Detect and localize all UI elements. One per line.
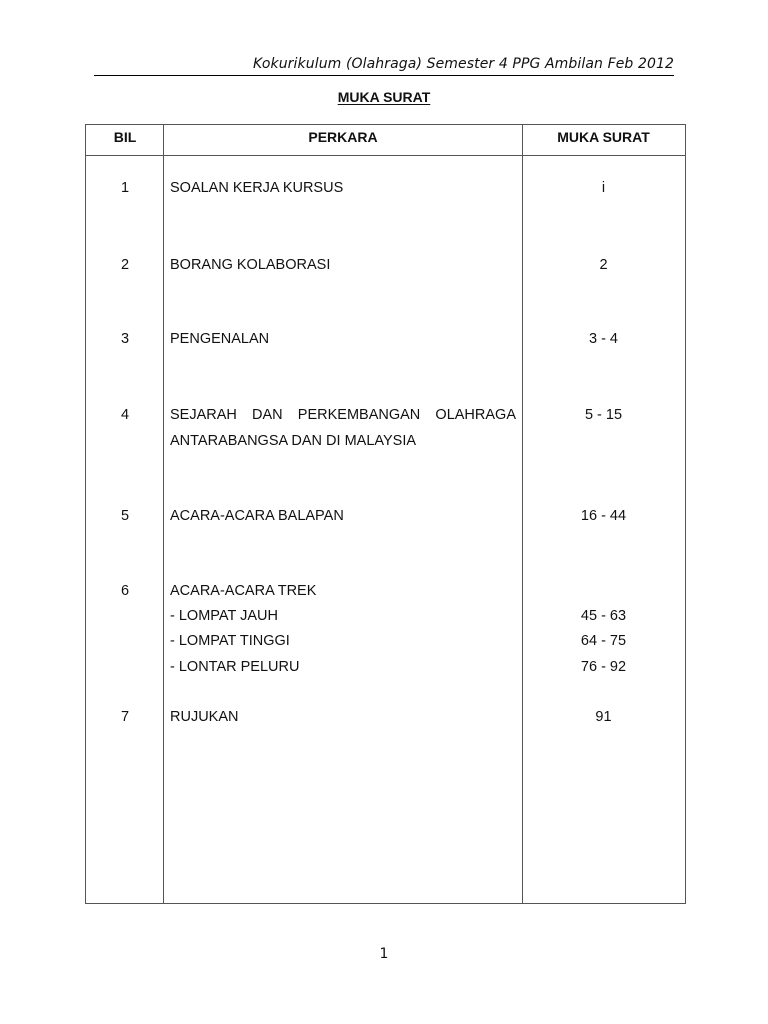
row-item: RUJUKAN <box>170 709 239 725</box>
row-sub-page: 76 - 92 <box>580 659 627 675</box>
header-rule <box>94 75 674 76</box>
row-item: SEJARAH DAN PERKEMBANGAN OLAHRAGA <box>170 407 516 423</box>
row-item: ACARA-ACARA BALAPAN <box>170 508 344 524</box>
row-item: BORANG KOLABORASI <box>170 257 331 273</box>
row-page: 2 <box>599 257 608 273</box>
row-item: SOALAN KERJA KURSUS <box>170 180 344 196</box>
header-divider <box>86 155 685 156</box>
row-sub-page: 64 - 75 <box>580 633 627 649</box>
row-number: 7 <box>120 709 130 725</box>
page-title: MUKA SURAT <box>337 89 431 105</box>
row-sub-item: - LOMPAT TINGGI <box>170 633 290 649</box>
row-sub-item: - LONTAR PELURU <box>170 659 300 675</box>
row-page: 16 - 44 <box>580 508 627 524</box>
row-number: 6 <box>120 583 130 599</box>
column-header-perkara: PERKARA <box>308 129 378 145</box>
column-header-bil: BIL <box>113 129 137 145</box>
running-header: Kokurikulum (Olahraga) Semester 4 PPG Ambilan Feb 2012 <box>253 56 674 72</box>
contents-table <box>85 124 686 904</box>
row-number: 4 <box>120 407 130 423</box>
row-item: ACARA-ACARA TREK <box>170 583 317 599</box>
row-page: 5 - 15 <box>584 407 623 423</box>
row-page: 3 - 4 <box>588 331 618 347</box>
row-item: PENGENALAN <box>170 331 270 347</box>
page-number: 1 <box>379 946 389 962</box>
row-sub-page: 45 - 63 <box>580 608 627 624</box>
row-number: 2 <box>120 257 130 273</box>
row-number: 5 <box>120 508 130 524</box>
row-item-continuation: ANTARABANGSA DAN DI MALAYSIA <box>170 433 417 449</box>
row-page: 91 <box>595 709 612 725</box>
row-sub-item: - LOMPAT JAUH <box>170 608 278 624</box>
column-header-muka-surat: MUKA SURAT <box>557 129 650 145</box>
row-page: i <box>601 180 606 196</box>
row-number: 3 <box>120 331 130 347</box>
row-number: 1 <box>120 180 130 196</box>
